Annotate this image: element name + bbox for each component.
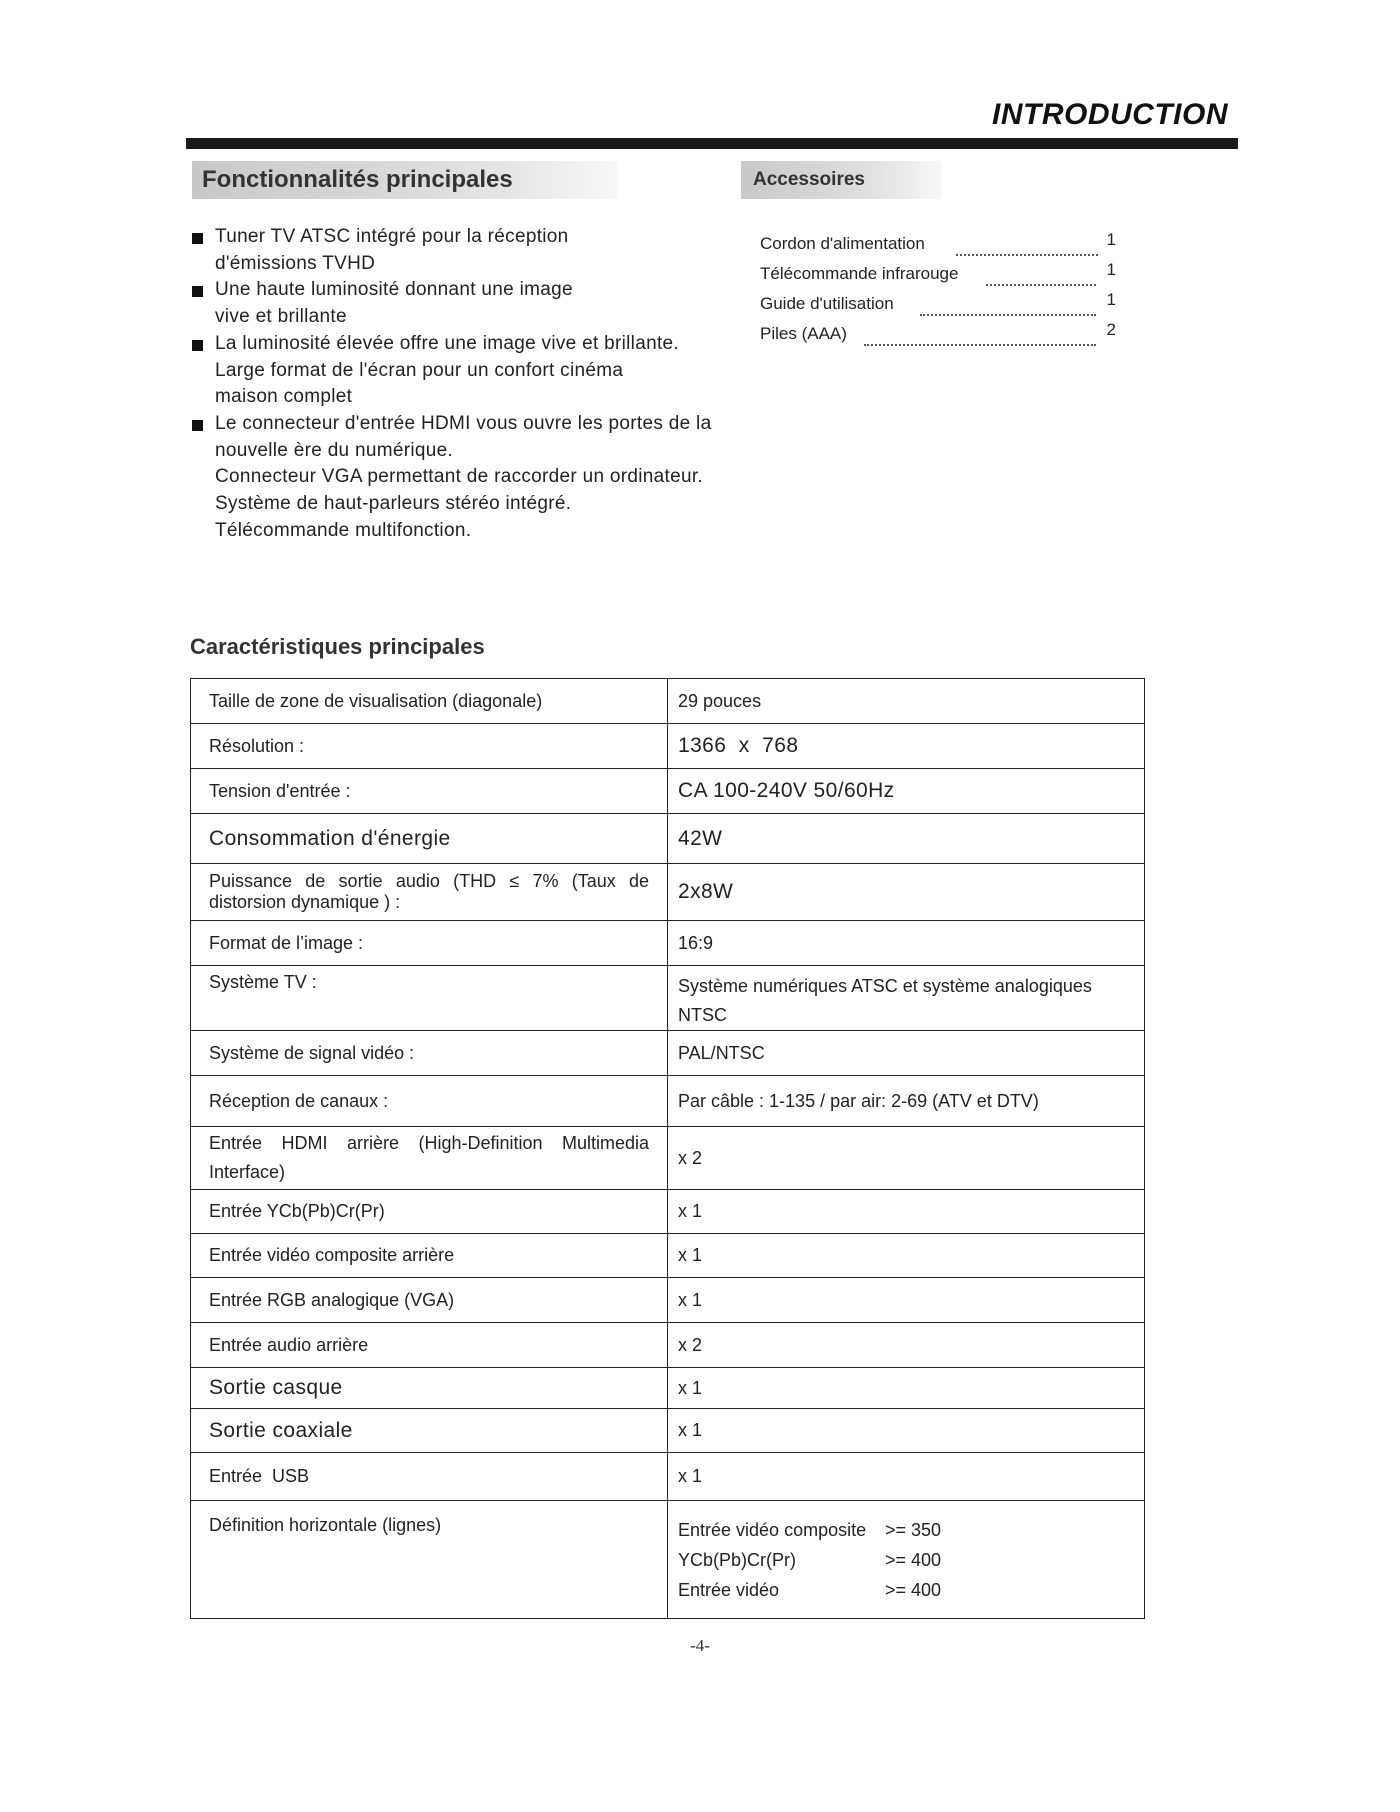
spec-value: 1366 x 768 <box>668 724 1145 769</box>
specs-heading: Caractéristiques principales <box>190 634 485 659</box>
spec-value: CA 100-240V 50/60Hz <box>668 769 1145 814</box>
feature-line: La luminosité élevée offre une image vive et brillante. <box>215 332 679 354</box>
accessory-quantity: 1 <box>1106 230 1116 249</box>
spec-label: Définition horizontale (lignes) <box>191 1501 668 1619</box>
dot-leader <box>986 260 1096 286</box>
definition-source: YCb(Pb)Cr(Pr) <box>678 1550 797 1570</box>
spec-value: x 1 <box>668 1453 1145 1501</box>
definition-source: Entrée vidéo <box>678 1580 780 1600</box>
spec-value: x 2 <box>668 1323 1145 1368</box>
specs-table <box>190 678 1145 1619</box>
spec-label: Résolution : <box>191 724 668 769</box>
spec-label: Sortie coaxiale <box>191 1409 668 1453</box>
header-rule <box>186 138 1238 149</box>
spec-value: x 1 <box>668 1368 1145 1409</box>
feature-line: Tuner TV ATSC intégré pour la réception <box>215 226 569 247</box>
feature-item <box>192 277 752 330</box>
table-row <box>191 1076 1145 1127</box>
accessory-item <box>760 260 1116 290</box>
spec-label: Système de signal vidéo : <box>191 1031 668 1076</box>
accessory-label: Piles (AAA) <box>760 324 847 343</box>
feature-line: vive et brillante <box>215 306 347 328</box>
dot-leader <box>956 230 1098 256</box>
spec-value: x 1 <box>668 1278 1145 1323</box>
spec-value: 42W <box>668 814 1145 864</box>
table-row <box>191 769 1145 814</box>
feature-line: maison complet <box>215 386 353 408</box>
table-row <box>191 1453 1145 1501</box>
spec-value: x 1 <box>668 1234 1145 1278</box>
features-list <box>192 224 752 544</box>
spec-label-line: Interface) <box>209 1162 286 1182</box>
spec-label: Consommation d'énergie <box>191 814 668 864</box>
accessories-list <box>760 230 1116 350</box>
feature-item <box>192 331 752 411</box>
spec-value-line: NTSC <box>678 1005 727 1025</box>
spec-label: Format de l’image : <box>191 921 668 966</box>
table-row <box>191 921 1145 966</box>
spec-value-line: Système numériques ATSC et système analogiques <box>678 976 1092 996</box>
spec-label: Entrée vidéo composite arrière <box>191 1234 668 1278</box>
features-heading: Fonctionnalités principales <box>192 161 618 199</box>
feature-item <box>192 411 752 545</box>
spec-label: Taille de zone de visualisation (diagonale) <box>191 679 668 724</box>
spec-value: x 2 <box>668 1127 1145 1190</box>
spec-label-line: Entrée HDMI arrière (High-Definition Multimedia <box>209 1133 649 1153</box>
square-bullet-icon <box>192 340 203 351</box>
table-row <box>191 966 1145 1031</box>
table-row <box>191 1127 1145 1190</box>
spec-value: 16:9 <box>668 921 1145 966</box>
spec-value: x 1 <box>668 1409 1145 1453</box>
spec-value: 29 pouces <box>668 679 1145 724</box>
accessory-item <box>760 290 1116 320</box>
definition-source: Entrée vidéo composite <box>678 1520 867 1540</box>
definition-value: >= 400 <box>885 1580 942 1600</box>
spec-value <box>668 1501 1145 1619</box>
square-bullet-icon <box>192 233 203 244</box>
table-row <box>191 1278 1145 1323</box>
feature-line: Une haute luminosité donnant une image <box>215 279 573 301</box>
table-row <box>191 1031 1145 1076</box>
table-row <box>191 864 1145 921</box>
spec-label: Entrée RGB analogique (VGA) <box>191 1278 668 1323</box>
definition-value: >= 350 <box>885 1520 942 1540</box>
accessory-quantity: 1 <box>1106 290 1116 309</box>
feature-line: Large format de l'écran pour un confort cinéma <box>215 359 624 381</box>
square-bullet-icon <box>192 286 203 297</box>
feature-line: Connecteur VGA permettant de raccorder un ordinateur. <box>215 466 704 488</box>
feature-line: nouvelle ère du numérique. <box>215 439 454 461</box>
feature-line: Système de haut-parleurs stéréo intégré. <box>215 493 572 515</box>
definition-line <box>678 1545 1126 1575</box>
spec-label: Entrée YCb(Pb)Cr(Pr) <box>191 1190 668 1234</box>
table-row <box>191 1234 1145 1278</box>
spec-label: Entrée audio arrière <box>191 1323 668 1368</box>
definition-line <box>678 1575 1126 1605</box>
table-row <box>191 814 1145 864</box>
accessory-quantity: 1 <box>1106 260 1116 279</box>
spec-label <box>191 1127 668 1190</box>
dot-leader <box>920 290 1096 316</box>
spec-label: Tension d'entrée : <box>191 769 668 814</box>
spec-label: Système TV : <box>191 966 668 1031</box>
table-row <box>191 1323 1145 1368</box>
table-row <box>191 724 1145 769</box>
page-number: -4- <box>690 1636 710 1655</box>
accessory-item <box>760 230 1116 260</box>
definition-line <box>678 1515 1126 1545</box>
feature-item <box>192 224 752 277</box>
page-section-title: INTRODUCTION <box>992 98 1228 131</box>
accessories-heading: Accessoires <box>741 161 941 199</box>
dot-leader <box>864 320 1096 346</box>
spec-value: PAL/NTSC <box>668 1031 1145 1076</box>
spec-value: Par câble : 1-135 / par air: 2-69 (ATV et DTV) <box>668 1076 1145 1127</box>
table-row <box>191 1368 1145 1409</box>
spec-label <box>191 864 668 921</box>
feature-line: d'émissions TVHD <box>215 252 376 274</box>
feature-line: Télécommande multifonction. <box>215 519 472 541</box>
accessory-item <box>760 320 1116 350</box>
accessory-label: Cordon d'alimentation <box>760 234 925 253</box>
spec-label-line: Puissance de sortie audio (THD ≤ 7% (Taux de <box>209 871 649 891</box>
table-row <box>191 1190 1145 1234</box>
spec-label: Entrée USB <box>191 1453 668 1501</box>
spec-value <box>668 966 1145 1031</box>
feature-line: Le connecteur d'entrée HDMI vous ouvre les portes de la <box>215 412 712 434</box>
spec-label: Réception de canaux : <box>191 1076 668 1127</box>
spec-label: Sortie casque <box>191 1368 668 1409</box>
table-row <box>191 679 1145 724</box>
spec-label-line: distorsion dynamique ) : <box>209 892 401 912</box>
accessory-label: Télécommande infrarouge <box>760 264 959 283</box>
accessory-label: Guide d'utilisation <box>760 294 894 313</box>
accessory-quantity: 2 <box>1106 320 1116 339</box>
table-row <box>191 1409 1145 1453</box>
spec-value: x 1 <box>668 1190 1145 1234</box>
definition-value: >= 400 <box>885 1550 942 1570</box>
spec-value: 2x8W <box>668 864 1145 921</box>
square-bullet-icon <box>192 420 203 431</box>
table-row <box>191 1501 1145 1619</box>
